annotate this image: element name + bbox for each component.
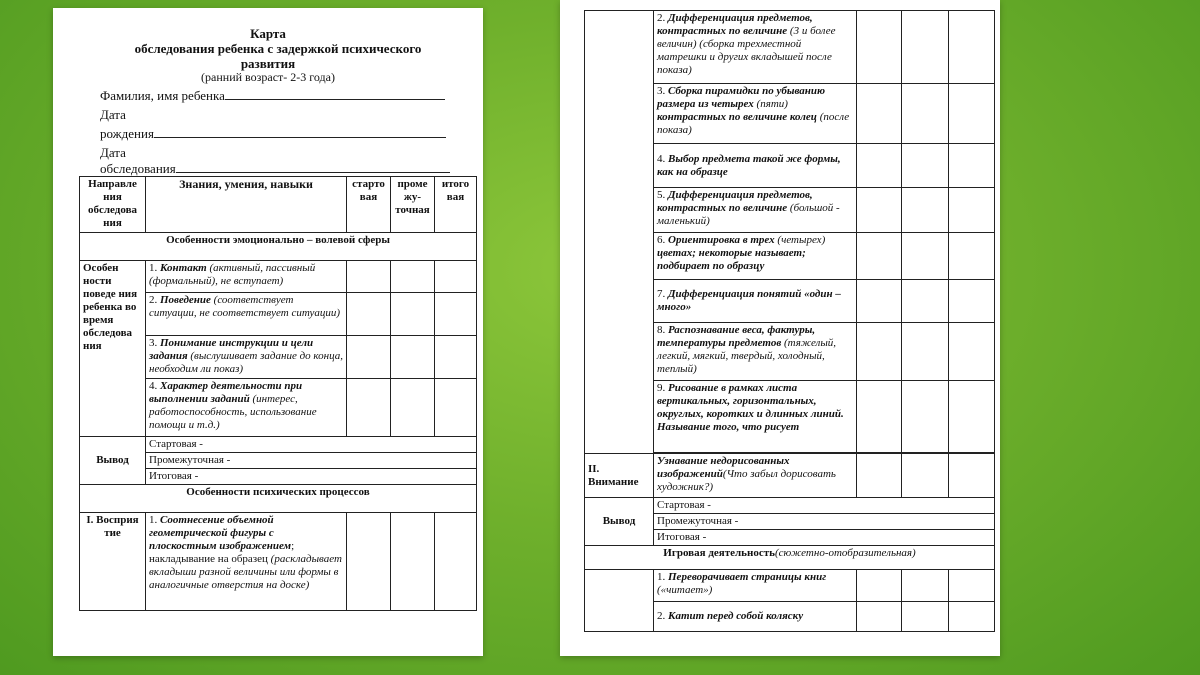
cell-final[interactable] — [435, 379, 477, 437]
cell-start[interactable] — [857, 233, 902, 280]
field-exam-label: обследования — [100, 161, 176, 176]
item-weight-texture: 8. Распознавание веса, фактуры, температуры предметов (тяжелый, легкий, мягкий, твердый, холодный, теплый) — [654, 323, 857, 381]
item-instruction: 3. Понимание инструкции и цели задания (выслушивает задание до конца, необходим ли показ) — [146, 336, 347, 379]
cell-start[interactable] — [857, 323, 902, 381]
conclusion-final[interactable]: Итоговая - — [146, 469, 477, 485]
conclusion-head: Вывод — [585, 498, 654, 546]
cell-final[interactable] — [435, 336, 477, 379]
cell-middle[interactable] — [902, 233, 949, 280]
table-row — [585, 11, 995, 84]
cell-final[interactable] — [949, 570, 995, 602]
item-one-many: 7. Дифференциация понятий «один – много» — [654, 280, 857, 323]
cell-final[interactable] — [435, 293, 477, 336]
cell-final[interactable] — [435, 261, 477, 293]
cell-middle[interactable] — [391, 293, 435, 336]
item-size-contrast: 5. Дифференциация предметов, контрастных по величине (большой - маленький) — [654, 188, 857, 233]
field-name — [100, 86, 445, 105]
section-row-emotional — [80, 233, 477, 261]
left-assessment-table — [79, 176, 477, 611]
right-assessment-table — [584, 10, 995, 632]
cell-middle[interactable] — [902, 602, 949, 632]
cell-final[interactable] — [949, 233, 995, 280]
cell-final[interactable] — [949, 188, 995, 233]
item-activity: 4. Характер деятельности при выполнении заданий (интерес, работоспособность, использование помощи и т.д.) — [146, 379, 347, 437]
cell-final[interactable] — [949, 280, 995, 323]
table-row — [585, 454, 995, 498]
field-exam-line[interactable] — [176, 160, 450, 173]
conclusion-final[interactable]: Итоговая - — [654, 530, 995, 546]
field-birth — [100, 124, 446, 143]
section-mental: Особенности психических процессов — [80, 485, 477, 513]
item-drawing: 9. Рисование в рамках листа вертикальных, горизонтальных, округлых, коротких и длинных линий. Называние того, что рисует — [654, 381, 857, 453]
cell-middle[interactable] — [902, 570, 949, 602]
field-name-line[interactable] — [225, 87, 445, 100]
item-book-pages: 1. Переворачивает страницы книг («читает») — [654, 570, 857, 602]
section-row-mental — [80, 485, 477, 513]
cell-final[interactable] — [949, 84, 995, 144]
conclusion-head: Вывод — [80, 437, 146, 485]
cell-middle[interactable] — [902, 11, 949, 84]
conclusion-middle[interactable]: Промежуточная - — [146, 453, 477, 469]
cell-middle[interactable] — [902, 454, 949, 498]
cell-start[interactable] — [347, 293, 391, 336]
cell-middle[interactable] — [902, 381, 949, 453]
item-size-diff: 2. Дифференциация предметов, контрастных по величине (3 и более величин) (сборка трехместной матрешки и других вкладышей после показа) — [654, 11, 857, 84]
cell-start[interactable] — [857, 280, 902, 323]
section-row-game — [585, 546, 995, 570]
header-final: итого вая — [435, 177, 477, 233]
table-row — [585, 570, 995, 602]
cell-start[interactable] — [857, 11, 902, 84]
cell-start[interactable] — [347, 513, 391, 611]
cell-final[interactable] — [435, 513, 477, 611]
left-document-page — [53, 8, 483, 656]
behavior-head: Особен ности поведе ния ребенка во время обследова ния — [80, 261, 146, 437]
cell-start[interactable] — [347, 261, 391, 293]
section-game: Игровая деятельность(сюжетно-отобразительная) — [585, 546, 995, 570]
perception-head: I. Восприя тие — [80, 513, 146, 611]
cell-start[interactable] — [347, 336, 391, 379]
table-row — [80, 261, 477, 293]
cell-final[interactable] — [949, 602, 995, 632]
conclusion-middle[interactable]: Промежуточная - — [654, 514, 995, 530]
cell-start[interactable] — [857, 381, 902, 453]
right-document-page — [560, 0, 1000, 656]
table-row — [80, 513, 477, 611]
cell-final[interactable] — [949, 11, 995, 84]
header-start: старто вая — [347, 177, 391, 233]
cell-middle[interactable] — [391, 379, 435, 437]
header-direction: Направле ния обследова ния — [80, 177, 146, 233]
cell-start[interactable] — [857, 570, 902, 602]
section-emotional: Особенности эмоционально – волевой сферы — [80, 233, 477, 261]
cell-middle[interactable] — [902, 280, 949, 323]
attention-head: II. Внимание — [585, 454, 654, 498]
item-contact: 1. Контакт (активный, пассивный (формальный), не вступает) — [146, 261, 347, 293]
doc-title-1: Карта — [250, 26, 286, 41]
item-perception: 1. Соотнесение объемной геометрической фигуры с плоскостным изображением; накладывание на образец (раскладывает вкладыши разной величины или формы в аналогичные отверстия на доске) — [146, 513, 347, 611]
cell-start[interactable] — [857, 602, 902, 632]
cell-final[interactable] — [949, 381, 995, 453]
cell-start[interactable] — [347, 379, 391, 437]
cell-final[interactable] — [949, 144, 995, 188]
cell-middle[interactable] — [902, 144, 949, 188]
cell-middle[interactable] — [391, 336, 435, 379]
header-middle: проме жу- точная — [391, 177, 435, 233]
field-exam-1: Дата — [100, 145, 126, 160]
doc-title-3: развития — [240, 56, 296, 71]
cell-middle[interactable] — [902, 84, 949, 144]
field-name-label: Фамилия, имя ребенка — [100, 88, 225, 103]
item-attention: Узнавание недорисованных изображений(Что забыл дорисовать художник?) — [654, 454, 857, 498]
table-row — [585, 498, 995, 514]
doc-subtitle: (ранний возраст- 2-3 года) — [201, 70, 335, 84]
cell-middle[interactable] — [391, 261, 435, 293]
table-header-row — [80, 177, 477, 233]
field-birth-label: рождения — [100, 126, 154, 141]
cell-final[interactable] — [949, 323, 995, 381]
cell-start[interactable] — [857, 84, 902, 144]
game-head-cell — [585, 570, 654, 632]
item-shape-choice: 4. Выбор предмета такой же формы, как на образце — [654, 144, 857, 188]
item-pyramid: 3. Сборка пирамидки по убыванию размера из четырех (пяти) контрастных по величине колец (после показа) — [654, 84, 857, 144]
field-birth-1: Дата — [100, 107, 126, 122]
cell-start[interactable] — [857, 144, 902, 188]
header-skills: Знания, умения, навыки — [146, 177, 347, 233]
conclusion-start[interactable]: Стартовая - — [654, 498, 995, 514]
item-behavior: 2. Поведение (соответствует ситуации, не соответствует ситуации) — [146, 293, 347, 336]
item-stroller: 2. Катит перед собой коляску — [654, 602, 857, 632]
doc-title-2: обследования ребенка с задержкой психического — [134, 41, 422, 56]
cell-middle[interactable] — [902, 323, 949, 381]
cell-final[interactable] — [949, 454, 995, 498]
item-colors: 6. Ориентировка в трех (четырех) цветах; некоторые называет; подбирает по образцу — [654, 233, 857, 280]
cell-middle[interactable] — [902, 188, 949, 233]
table-row — [80, 437, 477, 453]
cell-start[interactable] — [857, 454, 902, 498]
conclusion-start[interactable]: Стартовая - — [146, 437, 477, 453]
perception-continued-cell — [585, 11, 654, 454]
cell-start[interactable] — [857, 188, 902, 233]
cell-middle[interactable] — [391, 513, 435, 611]
field-birth-line[interactable] — [154, 125, 446, 138]
